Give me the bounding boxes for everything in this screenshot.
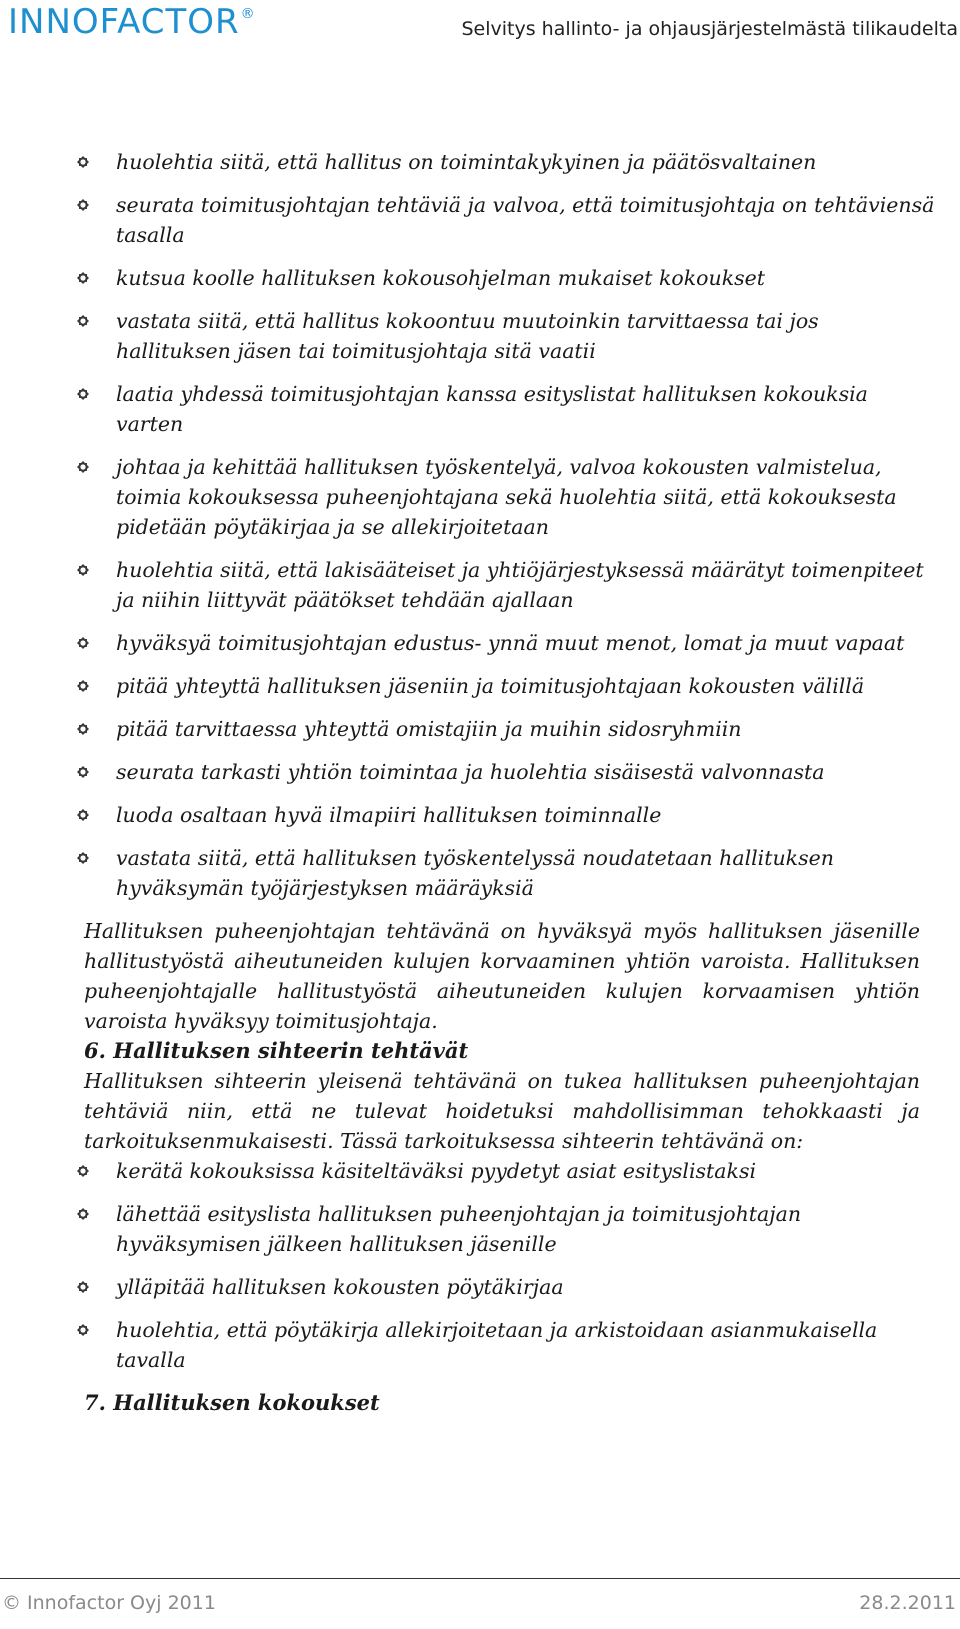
list-item-text: lähettää esityslista hallituksen puheenjohtajan ja toimitusjohtajan hyväksymisen jälkeen hallituksen jäsenille [116, 1202, 802, 1256]
hollow-square-bullet-icon [76, 1164, 90, 1178]
list-item-text: seurata tarkasti yhtiön toimintaa ja huolehtia sisäisestä valvonnasta [116, 760, 825, 784]
section-7-heading: 7. Hallituksen kokoukset [84, 1390, 380, 1415]
page-header [0, 0, 960, 48]
list-item-text: huolehtia siitä, että lakisääteiset ja yhtiöjärjestyksessä määrätyt toimenpiteet ja niihin liittyvät päätökset tehdään ajallaan [116, 558, 924, 612]
footer-copyright: © Innofactor Oyj 2011 [2, 1592, 216, 1614]
list-item [0, 714, 936, 744]
list-item [0, 263, 936, 293]
list-item [0, 757, 936, 787]
footer-divider [0, 1578, 960, 1579]
secretary-intro-paragraph: Hallituksen sihteerin yleisenä tehtävänä on tukea hallituksen puheenjohtajan tehtäviä niin, että ne tulevat hoidetuksi mahdollisimman tehokkaasti ja tarkoituksenmukaisesti. Tässä tarkoituksessa sihteerin tehtävänä on: [84, 1069, 920, 1153]
list-item-text: vastata siitä, että hallitus kokoontuu muutoinkin tarvittaessa tai jos hallituksen jäsen tai toimitusjohtaja sitä vaatii [116, 309, 819, 363]
expenses-paragraph: Hallituksen puheenjohtajan tehtävänä on hyväksyä myös hallituksen jäsenille hallitustyöstä aiheutuneiden kulujen korvaaminen yhtiön varoista. Hallituksen puheenjohtajalle hallitustyöstä aiheutuneiden kulujen korvaamisen yhtiön varoista hyväksyy toimitusjohtaja. [84, 919, 920, 1033]
list-item [0, 306, 936, 366]
logo-text: INNOFACTOR [8, 2, 240, 42]
list-item-text: ylläpitää hallituksen kokousten pöytäkirjaa [116, 1275, 564, 1299]
document-body [84, 147, 956, 1418]
hollow-square-bullet-icon [76, 563, 90, 577]
hollow-square-bullet-icon [76, 271, 90, 285]
hollow-square-bullet-icon [76, 636, 90, 650]
hollow-square-bullet-icon [76, 1280, 90, 1294]
list-item-text: laatia yhdessä toimitusjohtajan kanssa esityslistat hallituksen kokouksia varten [116, 382, 868, 436]
registered-mark: ® [240, 6, 256, 22]
list-item [0, 555, 936, 615]
hollow-square-bullet-icon [76, 1207, 90, 1221]
list-item-text: seurata toimitusjohtajan tehtäviä ja valvoa, että toimitusjohtaja on tehtäviensä tasalla [116, 193, 935, 247]
hollow-square-bullet-icon [76, 314, 90, 328]
list-item-text: huolehtia, että pöytäkirja allekirjoitetaan ja arkistoidaan asianmukaisella tavalla [116, 1318, 878, 1372]
list-item-text: vastata siitä, että hallituksen työskentelyssä noudatetaan hallituksen hyväksymän työjärjestyksen määräyksiä [116, 846, 834, 900]
document-title: Selvitys hallinto- ja ohjausjärjestelmästä tilikaudelta [461, 18, 958, 40]
hollow-square-bullet-icon [76, 387, 90, 401]
hollow-square-bullet-icon [76, 198, 90, 212]
secretary-duties-list [84, 1156, 956, 1375]
list-item-text: kerätä kokouksissa käsiteltäväksi pyydetyt asiat esityslistaksi [116, 1159, 757, 1183]
list-item-text: hyväksyä toimitusjohtajan edustus- ynnä muut menot, lomat ja muut vapaat [116, 631, 905, 655]
hollow-square-bullet-icon [76, 155, 90, 169]
chairman-duties-list [84, 147, 956, 903]
list-item-text: pitää yhteyttä hallituksen jäseniin ja toimitusjohtajaan kokousten välillä [116, 674, 865, 698]
list-item [0, 1315, 936, 1375]
hollow-square-bullet-icon [76, 1323, 90, 1337]
list-item [0, 147, 936, 177]
innofactor-logo [8, 2, 256, 42]
list-item [0, 1199, 936, 1259]
hollow-square-bullet-icon [76, 460, 90, 474]
hollow-square-bullet-icon [76, 765, 90, 779]
list-item-text: huolehtia siitä, että hallitus on toimintakykyinen ja päätösvaltainen [116, 150, 817, 174]
list-item [0, 1156, 936, 1186]
list-item-text: luoda osaltaan hyvä ilmapiiri hallituksen toiminnalle [116, 803, 662, 827]
list-item [0, 190, 936, 250]
list-item-text: johtaa ja kehittää hallituksen työskentelyä, valvoa kokousten valmistelua, toimia kokouksessa puheenjohtajana sekä huolehtia siitä, että kokouksesta pidetään pöytäkirjaa ja se allekirjoitetaan [116, 455, 897, 539]
list-item [0, 379, 936, 439]
list-item [0, 1272, 936, 1302]
list-item [0, 452, 936, 542]
hollow-square-bullet-icon [76, 851, 90, 865]
list-item [0, 628, 936, 658]
footer-date: 28.2.2011 [859, 1592, 956, 1614]
list-item-text: pitää tarvittaessa yhteyttä omistajiin ja muihin sidosryhmiin [116, 717, 742, 741]
list-item-text: kutsua koolle hallituksen kokousohjelman mukaiset kokoukset [116, 266, 766, 290]
section-6-heading: 6. Hallituksen sihteerin tehtävät [84, 1038, 469, 1063]
list-item [0, 800, 936, 830]
hollow-square-bullet-icon [76, 722, 90, 736]
page-footer [0, 1578, 960, 1629]
list-item [0, 671, 936, 701]
hollow-square-bullet-icon [76, 679, 90, 693]
list-item [0, 843, 936, 903]
hollow-square-bullet-icon [76, 808, 90, 822]
